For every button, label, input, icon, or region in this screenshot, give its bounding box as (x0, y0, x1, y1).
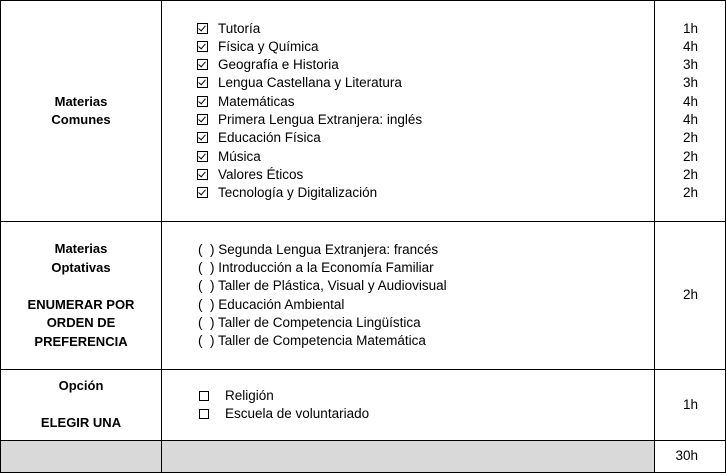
checked-box-icon[interactable] (197, 77, 208, 88)
list-materias-optativas (162, 222, 655, 370)
label-materias-comunes (1, 1, 162, 222)
instruction-line: PREFERENCIA (34, 333, 128, 349)
rank-field[interactable]: ( ) (198, 259, 215, 275)
checked-box-icon[interactable] (197, 151, 208, 162)
instruction-line: ORDEN DE (46, 315, 116, 330)
hours-materias-comunes (655, 1, 726, 222)
checked-box-icon[interactable] (197, 23, 208, 34)
list-item: Tutoría (197, 20, 654, 38)
hours-value: 3h (682, 75, 698, 91)
hours-value: 2h (682, 185, 698, 201)
list-item: Lengua Castellana y Literatura (197, 74, 654, 92)
list-item: ( ) Educación Ambiental (198, 296, 345, 312)
list-item: Religión (199, 387, 654, 405)
hours-value: 2h (682, 130, 698, 146)
label-line: Materias (54, 93, 108, 109)
rank-field[interactable]: ( ) (198, 333, 215, 349)
total-hours: 30h (655, 441, 726, 473)
label-line: Opción (58, 378, 104, 394)
hours-value: 4h (682, 38, 698, 54)
list-opcion (162, 370, 655, 441)
label-opcion (1, 370, 162, 441)
rank-field[interactable]: ( ) (198, 241, 215, 257)
checked-box-icon[interactable] (197, 187, 208, 198)
row-materias-optativas (1, 222, 726, 370)
hours-materias-optativas: 2h (655, 222, 726, 370)
list-item: ( ) Taller de Plástica, Visual y Audiovisual (198, 278, 447, 294)
empty-checkbox-icon[interactable] (199, 391, 209, 401)
hours-value: 4h (682, 112, 698, 127)
hours-value: 1h (682, 20, 698, 36)
list-item: Valores Éticos (197, 166, 654, 184)
list-item: Primera Lengua Extranjera: inglés (197, 111, 654, 129)
checked-box-icon[interactable] (197, 41, 208, 52)
rank-field[interactable]: ( ) (198, 314, 215, 330)
checked-box-icon[interactable] (197, 114, 208, 125)
list-materias-comunes (162, 1, 655, 222)
total-list-empty (162, 441, 655, 473)
empty-checkbox-icon[interactable] (199, 409, 209, 419)
instruction-line: ENUMERAR POR (27, 296, 135, 312)
hours-value: 2h (682, 166, 698, 182)
rank-field[interactable]: ( ) (198, 296, 215, 312)
label-line: Optativas (51, 259, 111, 275)
checked-box-icon[interactable] (197, 169, 208, 180)
list-item: Tecnología y Digitalización (197, 184, 654, 202)
total-label-empty (1, 441, 162, 473)
rank-field[interactable]: ( ) (198, 278, 215, 294)
label-line: Materias (54, 241, 108, 256)
label-line: Comunes (51, 112, 111, 127)
checked-box-icon[interactable] (197, 132, 208, 143)
list-item: ( ) Taller de Competencia Matemática (198, 333, 426, 349)
list-item: ( ) Segunda Lengua Extranjera: francés (198, 241, 439, 257)
list-item: Geografía e Historia (197, 56, 654, 74)
row-materias-comunes (1, 1, 726, 222)
list-item: ( ) Introducción a la Economía Familiar (198, 259, 434, 275)
list-item: Educación Física (197, 129, 654, 147)
instruction-line: ELEGIR UNA (40, 415, 122, 431)
list-item: Escuela de voluntariado (199, 405, 654, 423)
hours-opcion: 1h (655, 370, 726, 441)
row-total (1, 441, 726, 473)
hours-value: 2h (682, 148, 698, 164)
hours-value: 3h (682, 57, 698, 73)
label-materias-optativas (1, 222, 162, 370)
list-item: Música (197, 148, 654, 166)
row-opcion (1, 370, 726, 441)
hours-value: 4h (682, 93, 698, 109)
checked-box-icon[interactable] (197, 59, 208, 70)
list-item: ( ) Taller de Competencia Lingüística (198, 314, 421, 330)
list-item: Matemáticas (197, 93, 654, 111)
checked-box-icon[interactable] (197, 96, 208, 107)
list-item: Física y Química (197, 38, 654, 56)
